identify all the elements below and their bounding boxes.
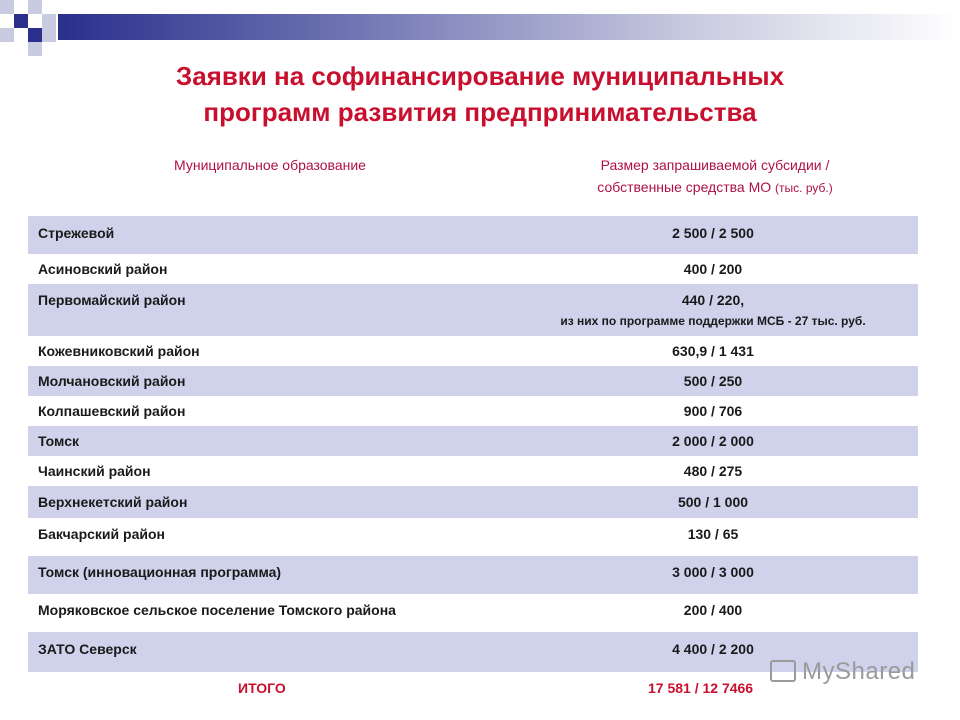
municipality-name: Асиновский район [38,261,168,277]
municipality-name: Томск [38,433,80,449]
column-header-municipality: Муниципальное образование [174,157,366,173]
subsidy-value: 440 / 220, [681,292,745,308]
municipality-name: Стрежевой [38,225,115,241]
table-row [28,426,918,456]
subsidy-value: 200 / 400 [683,602,743,618]
page-title-line2: программ развития предпринимательства [203,97,757,127]
decorative-square [14,0,28,14]
subsidy-value: 480 / 275 [683,463,743,479]
table-row [28,456,918,486]
table-row [28,284,918,336]
total-label: ИТОГО [238,680,286,696]
table-row [28,556,918,594]
table-row [28,254,918,284]
decorative-square [28,0,42,14]
subsidy-value: 500 / 1 000 [677,494,749,510]
subsidy-value: 900 / 706 [683,403,743,419]
table-row [28,336,918,366]
decorative-square [14,14,28,28]
subsidy-value: 2 000 / 2 000 [672,433,754,449]
decorative-square [0,28,14,42]
table-row [28,366,918,396]
municipality-name: Томск (инновационная программа) [38,564,282,580]
decorative-square [28,42,42,56]
total-value: 17 581 / 12 7466 [648,680,754,696]
municipality-name: Колпашевский район [38,403,186,419]
subsidy-value: 500 / 250 [683,373,743,389]
column-header-subsidy-text: собственные средства МО [597,179,772,195]
decorative-square [0,0,14,14]
municipality-name: Верхнекетский район [38,494,188,510]
watermark-text: MyShared [802,658,916,685]
header-gradient-bar [58,14,960,40]
subsidy-value: 2 500 / 2 500 [672,225,754,241]
subsidy-value: 4 400 / 2 200 [672,641,754,657]
column-header-subsidy [510,154,920,199]
municipality-name: Кожевниковский район [38,343,200,359]
subsidy-value: 130 / 65 [687,526,739,542]
table-row [28,518,918,556]
subsidy-note: из них по программе поддержки МСБ - 27 тыс. руб. [560,314,866,328]
presentation-icon [770,660,796,682]
table-row [28,594,918,632]
municipality-name: Чаинский район [38,463,151,479]
municipality-name: Молчановский район [38,373,186,389]
municipality-name: Первомайский район [38,292,186,308]
municipality-name: Моряковское сельское поселение Томского района [38,602,396,618]
municipality-name: ЗАТО Северск [38,641,137,657]
decorative-square [28,28,42,42]
column-header-subsidy-line2 [510,176,920,199]
subsidy-value: 400 / 200 [683,261,743,277]
table-row [28,486,918,518]
decorative-square [42,28,56,42]
table-row [28,396,918,426]
table-row [28,216,918,254]
page-title-line1: Заявки на софинансирование муниципальных [175,61,785,91]
subsidy-value: 630,9 / 1 431 [672,343,754,359]
municipality-name: Бакчарский район [38,526,165,542]
subsidy-value: 3 000 / 3 000 [672,564,754,580]
decorative-square [42,14,56,28]
column-header-unit: (тыс. руб.) [775,181,833,195]
column-header-subsidy-line1: Размер запрашиваемой субсидии / [600,157,830,173]
